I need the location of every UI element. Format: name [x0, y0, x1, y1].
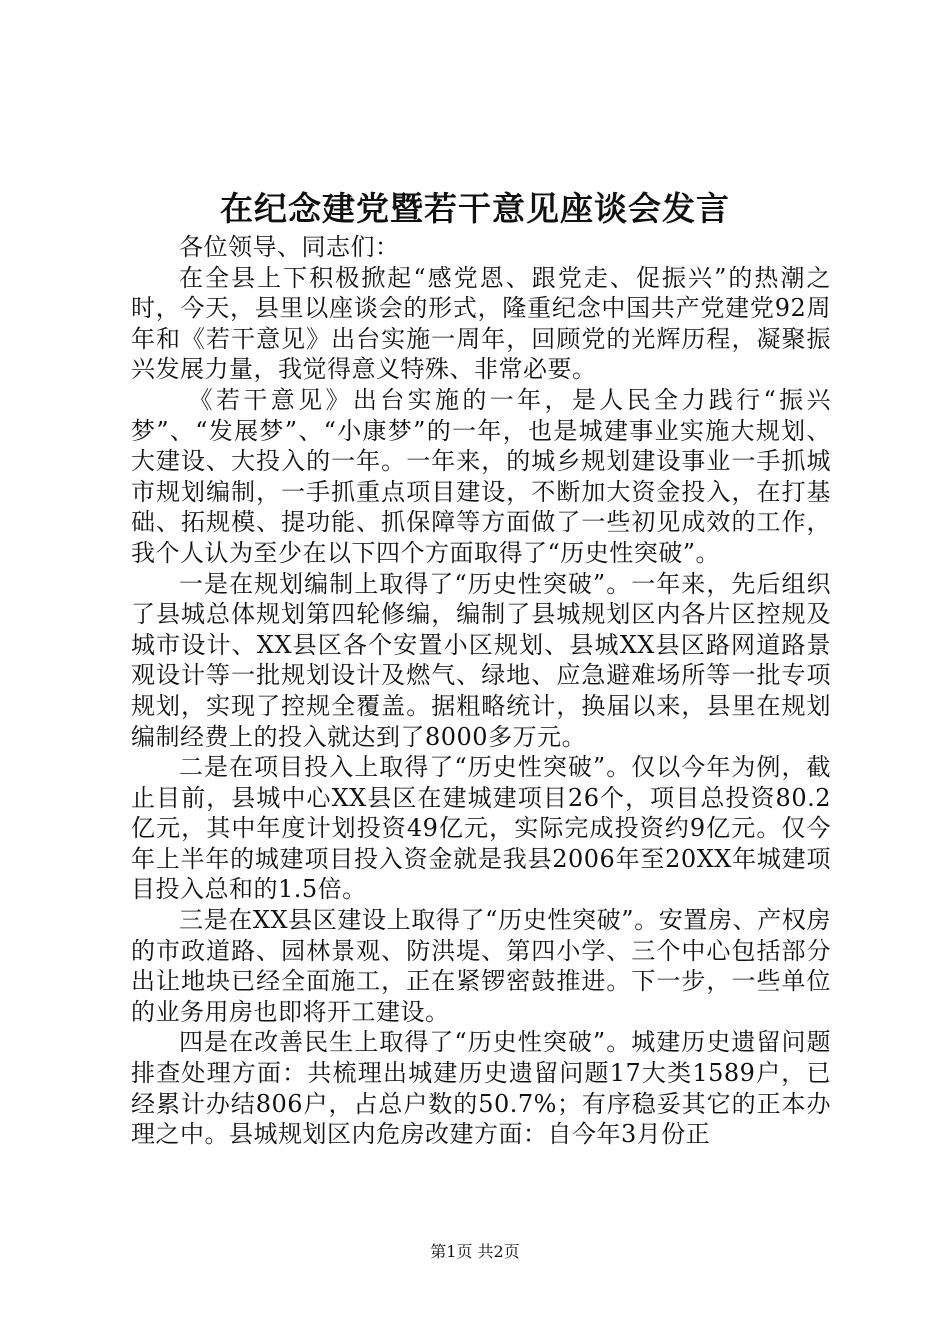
body-paragraph: 在全县上下积极掀起“感党恩、跟党走、促振兴”的热潮之时，今天，县里以座谈会的形式，隆重纪念中国共产党建党92周年和《若干意见》出台实施一周年，回顾党的光辉历程，凝聚振兴发展力量，我觉得意义特殊、非常必要。 [131, 263, 831, 384]
greeting-line: 各位领导、同志们： [179, 233, 400, 261]
document-title: 在纪念建党暨若干意见座谈会发言 [220, 189, 730, 228]
body-paragraph: 三是在XX县区建设上取得了“历史性突破”。安置房、产权房的市政道路、园林景观、防洪堤、第四小学、三个中心包括部分出让地块已经全面施工，正在紧锣密鼓推进。下一步，一些单位的业务用房也即将开工建设。 [131, 906, 831, 1026]
document-body [131, 232, 831, 1150]
body-paragraph: 一是在规划编制上取得了“历史性突破”。一年来，先后组织了县城总体规划第四轮修编，编制了县城规划区内各片区控规及城市设计、XX县区各个安置小区规划、县城XX县区路网道路景观设计等一批规划设计及燃气、绿地、应急避难场所等一批专项规划，实现了控规全覆盖。据粗略统计，换届以来，县里在规划编制经费上的投入就达到了8000多万元。 [131, 569, 831, 751]
body-paragraph: 《若干意见》出台实施的一年，是人民全力践行“振兴梦”、“发展梦”、“小康梦”的一年，也是城建事业实施大规划、大建设、大投入的一年。一年来，的城乡规划建设事业一手抓城市规划编制，一手抓重点项目建设，不断加大资金投入，在打基础、拓规模、提功能、抓保障等方面做了一些初见成效的工作，我个人认为至少在以下四个方面取得了“历史性突破”。 [131, 385, 831, 567]
body-paragraph: 四是在改善民生上取得了“历史性突破”。城建历史遗留问题排查处理方面：共梳理出城建历史遗留问题17大类1589户，已经累计办结806户，占总户数的50.7%；有序稳妥其它的正本办理之中。县城规划区内危房改建方面：自今年3月份正 [131, 1028, 831, 1149]
body-paragraph: 二是在项目投入上取得了“历史性突破”。仅以今年为例，截止目前，县城中心XX县区在建城建项目26个，项目总投资80.2亿元，其中年度计划投资49亿元，实际完成投资约9亿元。仅今年上半年的城建项目投入资金就是我县2006年至20XX年城建项目投入总和的1.5倍。 [131, 753, 831, 904]
page-number-footer: 第1页 共2页 [430, 1242, 520, 1261]
